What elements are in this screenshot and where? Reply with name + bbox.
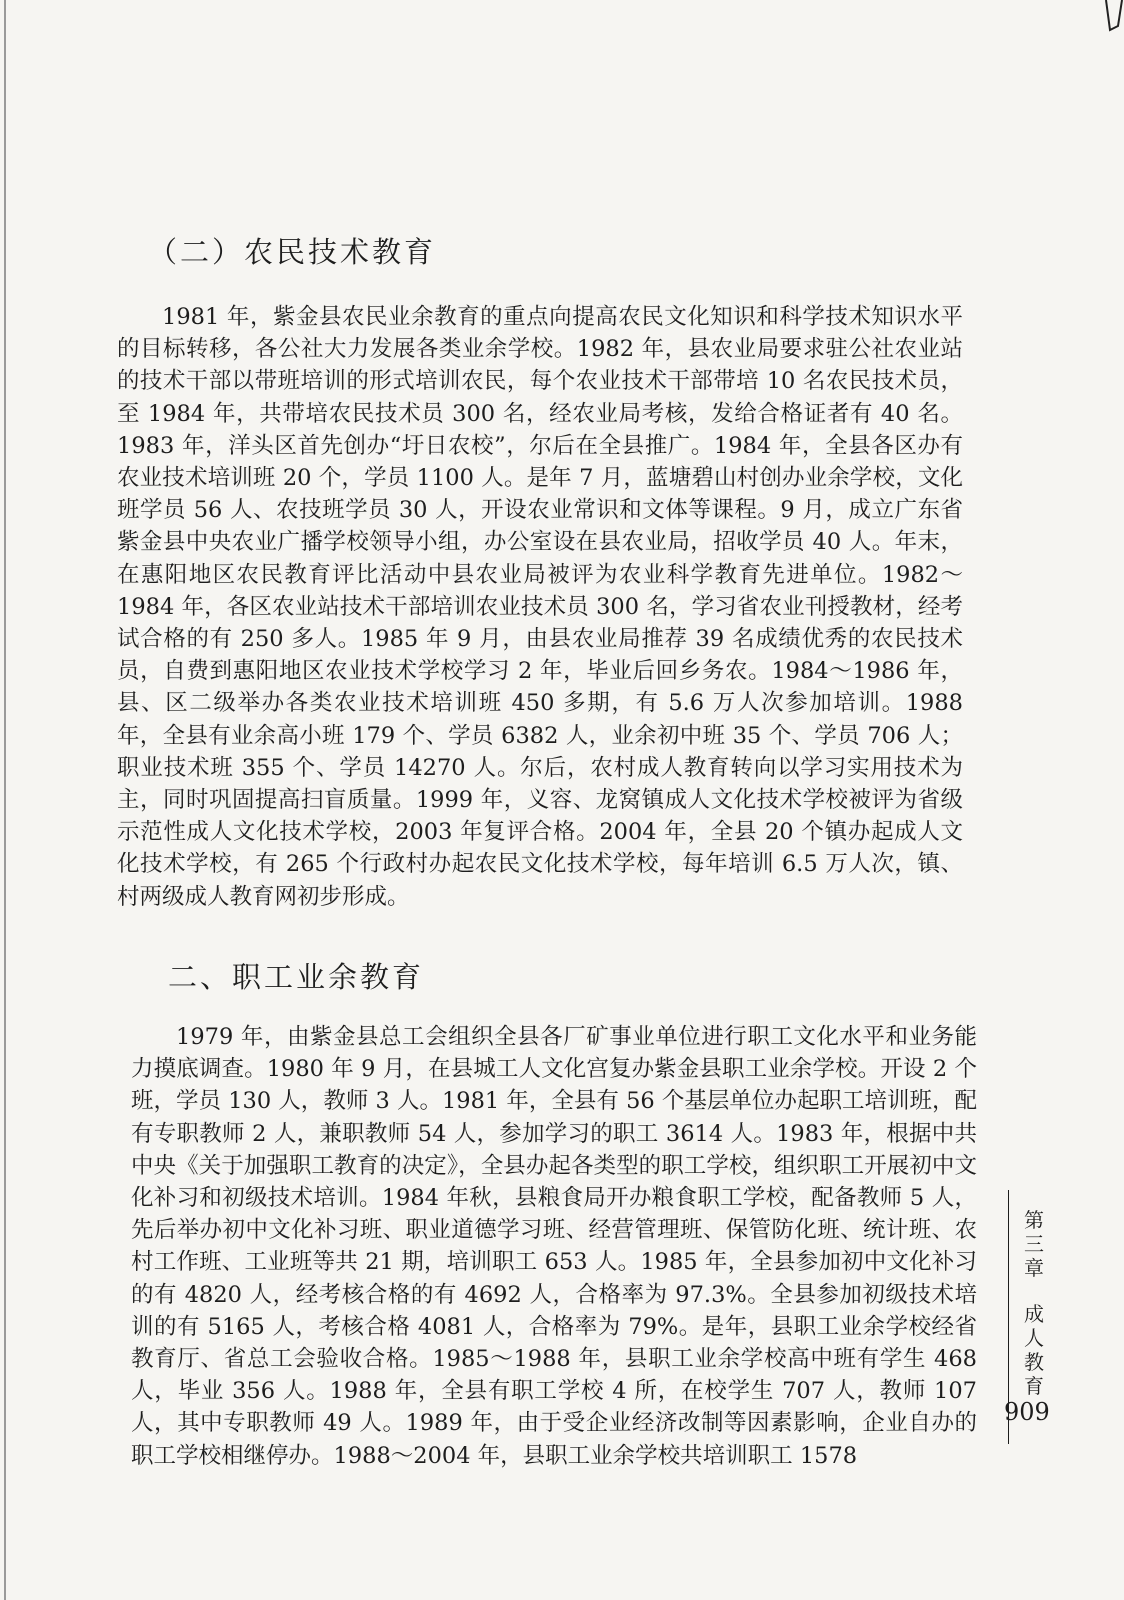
corner-fold-mark xyxy=(1104,0,1124,34)
chapter-label xyxy=(1020,1208,1048,1398)
scan-edge-line xyxy=(4,0,6,1600)
chapter-char: 人 xyxy=(1024,1326,1044,1350)
section-heading-farmer-technical-education: （二）农民技术教育 xyxy=(148,235,437,269)
worker-education-paragraph: 1979 年，由紫金县总工会组织全县各厂矿事业单位进行职工文化水平和业务能力摸底调查。1980 年 9 月，在县城工人文化宫复办紫金县职工业余学校。开设 2 个班，学员 130 人，教师 3 人。1981 年，全县有 56 个基层单位办起职工培训班，配有专职教师 2 人，兼职教师 54 人，参加学习的职工 3614 人。1983 年，根据中共中央《关于加强职工教育的决定》，全县办起各类型的职工学校，组织职工开展初中文化补习和初级技术培训。1984 年秋，县粮食局开办粮食职工学校，配备教师 5 人，先后举办初中文化补习班、职业道德学习班、经营管理班、保管防化班、统计班、农村工作班、工业班等共 21 期，培训职工 653 人。1985 年，全县参加初中文化补习的有 4820 人，经考核合格的有 4692 人，合格率为 97.3%。全县参加初级技术培训的有 5165 人，考核合格 4081 人，合格率为 79%。是年，县职工业余学校经省教育厅、省总工会验收合格。1985～1988 年，县职工业余学校高中班有学生 468 人，毕业 356 人。1988 年，全县有职工学校 4 所，在校学生 707 人，教师 107 人，其中专职教师 49 人。1989 年，由于受企业经济改制等因素影响，企业自办的职工学校相继停办。1988～2004 年，县职工业余学校共培训职工 1578 xyxy=(131,1024,977,1469)
chapter-char: 育 xyxy=(1024,1374,1044,1398)
farmer-education-paragraph: 1981 年，紫金县农民业余教育的重点向提高农民文化知识和科学技术知识水平的目标转移，各公社大力发展各类业余学校。1982 年，县农业局要求驻公社农业站的技术干部以带班培训的形式培训农民，每个农业技术干部带培 10 名农民技术员，至 1984 年，共带培农民技术员 300 名，经农业局考核，发给合格证者有 40 名。1983 年，洋头区首先创办“圩日农校”，尔后在全县推广。1984 年，全县各区办有农业技术培训班 20 个，学员 1100 人。是年 7 月，蓝塘碧山村创办业余学校，文化班学员 56 人、农技班学员 30 人，开设农业常识和文体等课程。9 月，成立广东省紫金县中央农业广播学校领导小组，办公室设在县农业局，招收学员 40 人。年末，在惠阳地区农民教育评比活动中县农业局被评为农业科学教育先进单位。1982～1984 年，各区农业站技术干部培训农业技术员 300 名，学习省农业刊授教材，经考试合格的有 250 多人。1985 年 9 月，由县农业局推荐 39 名成绩优秀的农民技术员，自费到惠阳地区农业技术学校学习 2 年，毕业后回乡务农。1984～1986 年，县、区二级举办各类农业技术培训班 450 多期，有 5.6 万人次参加培训。1988 年，全县有业余高小班 179 个、学员 6382 人，业余初中班 35 个、学员 706 人；职业技术班 355 个、学员 14270 人。尔后，农村成人教育转向以学习实用技术为主，同时巩固提高扫盲质量。1999 年，义容、龙窝镇成人文化技术学校被评为省级示范性成人文化技术学校，2003 年复评合格。2004 年，全县 20 个镇办起成人文化技术学校，有 265 个行政村办起农民文化技术学校，每年培训 6.5 万人次，镇、村两级成人教育网初步形成。 xyxy=(117,304,963,910)
chapter-char: 成 xyxy=(1024,1302,1044,1326)
chapter-char: 章 xyxy=(1024,1256,1044,1280)
chapter-char: 第 xyxy=(1024,1208,1044,1232)
chapter-char: 三 xyxy=(1024,1232,1044,1256)
page-number: 909 xyxy=(1004,1398,1050,1426)
section-heading-worker-spare-time-education: 二、职工业余教育 xyxy=(168,960,425,994)
chapter-char: 教 xyxy=(1024,1350,1044,1374)
chapter-gap xyxy=(1020,1280,1048,1302)
